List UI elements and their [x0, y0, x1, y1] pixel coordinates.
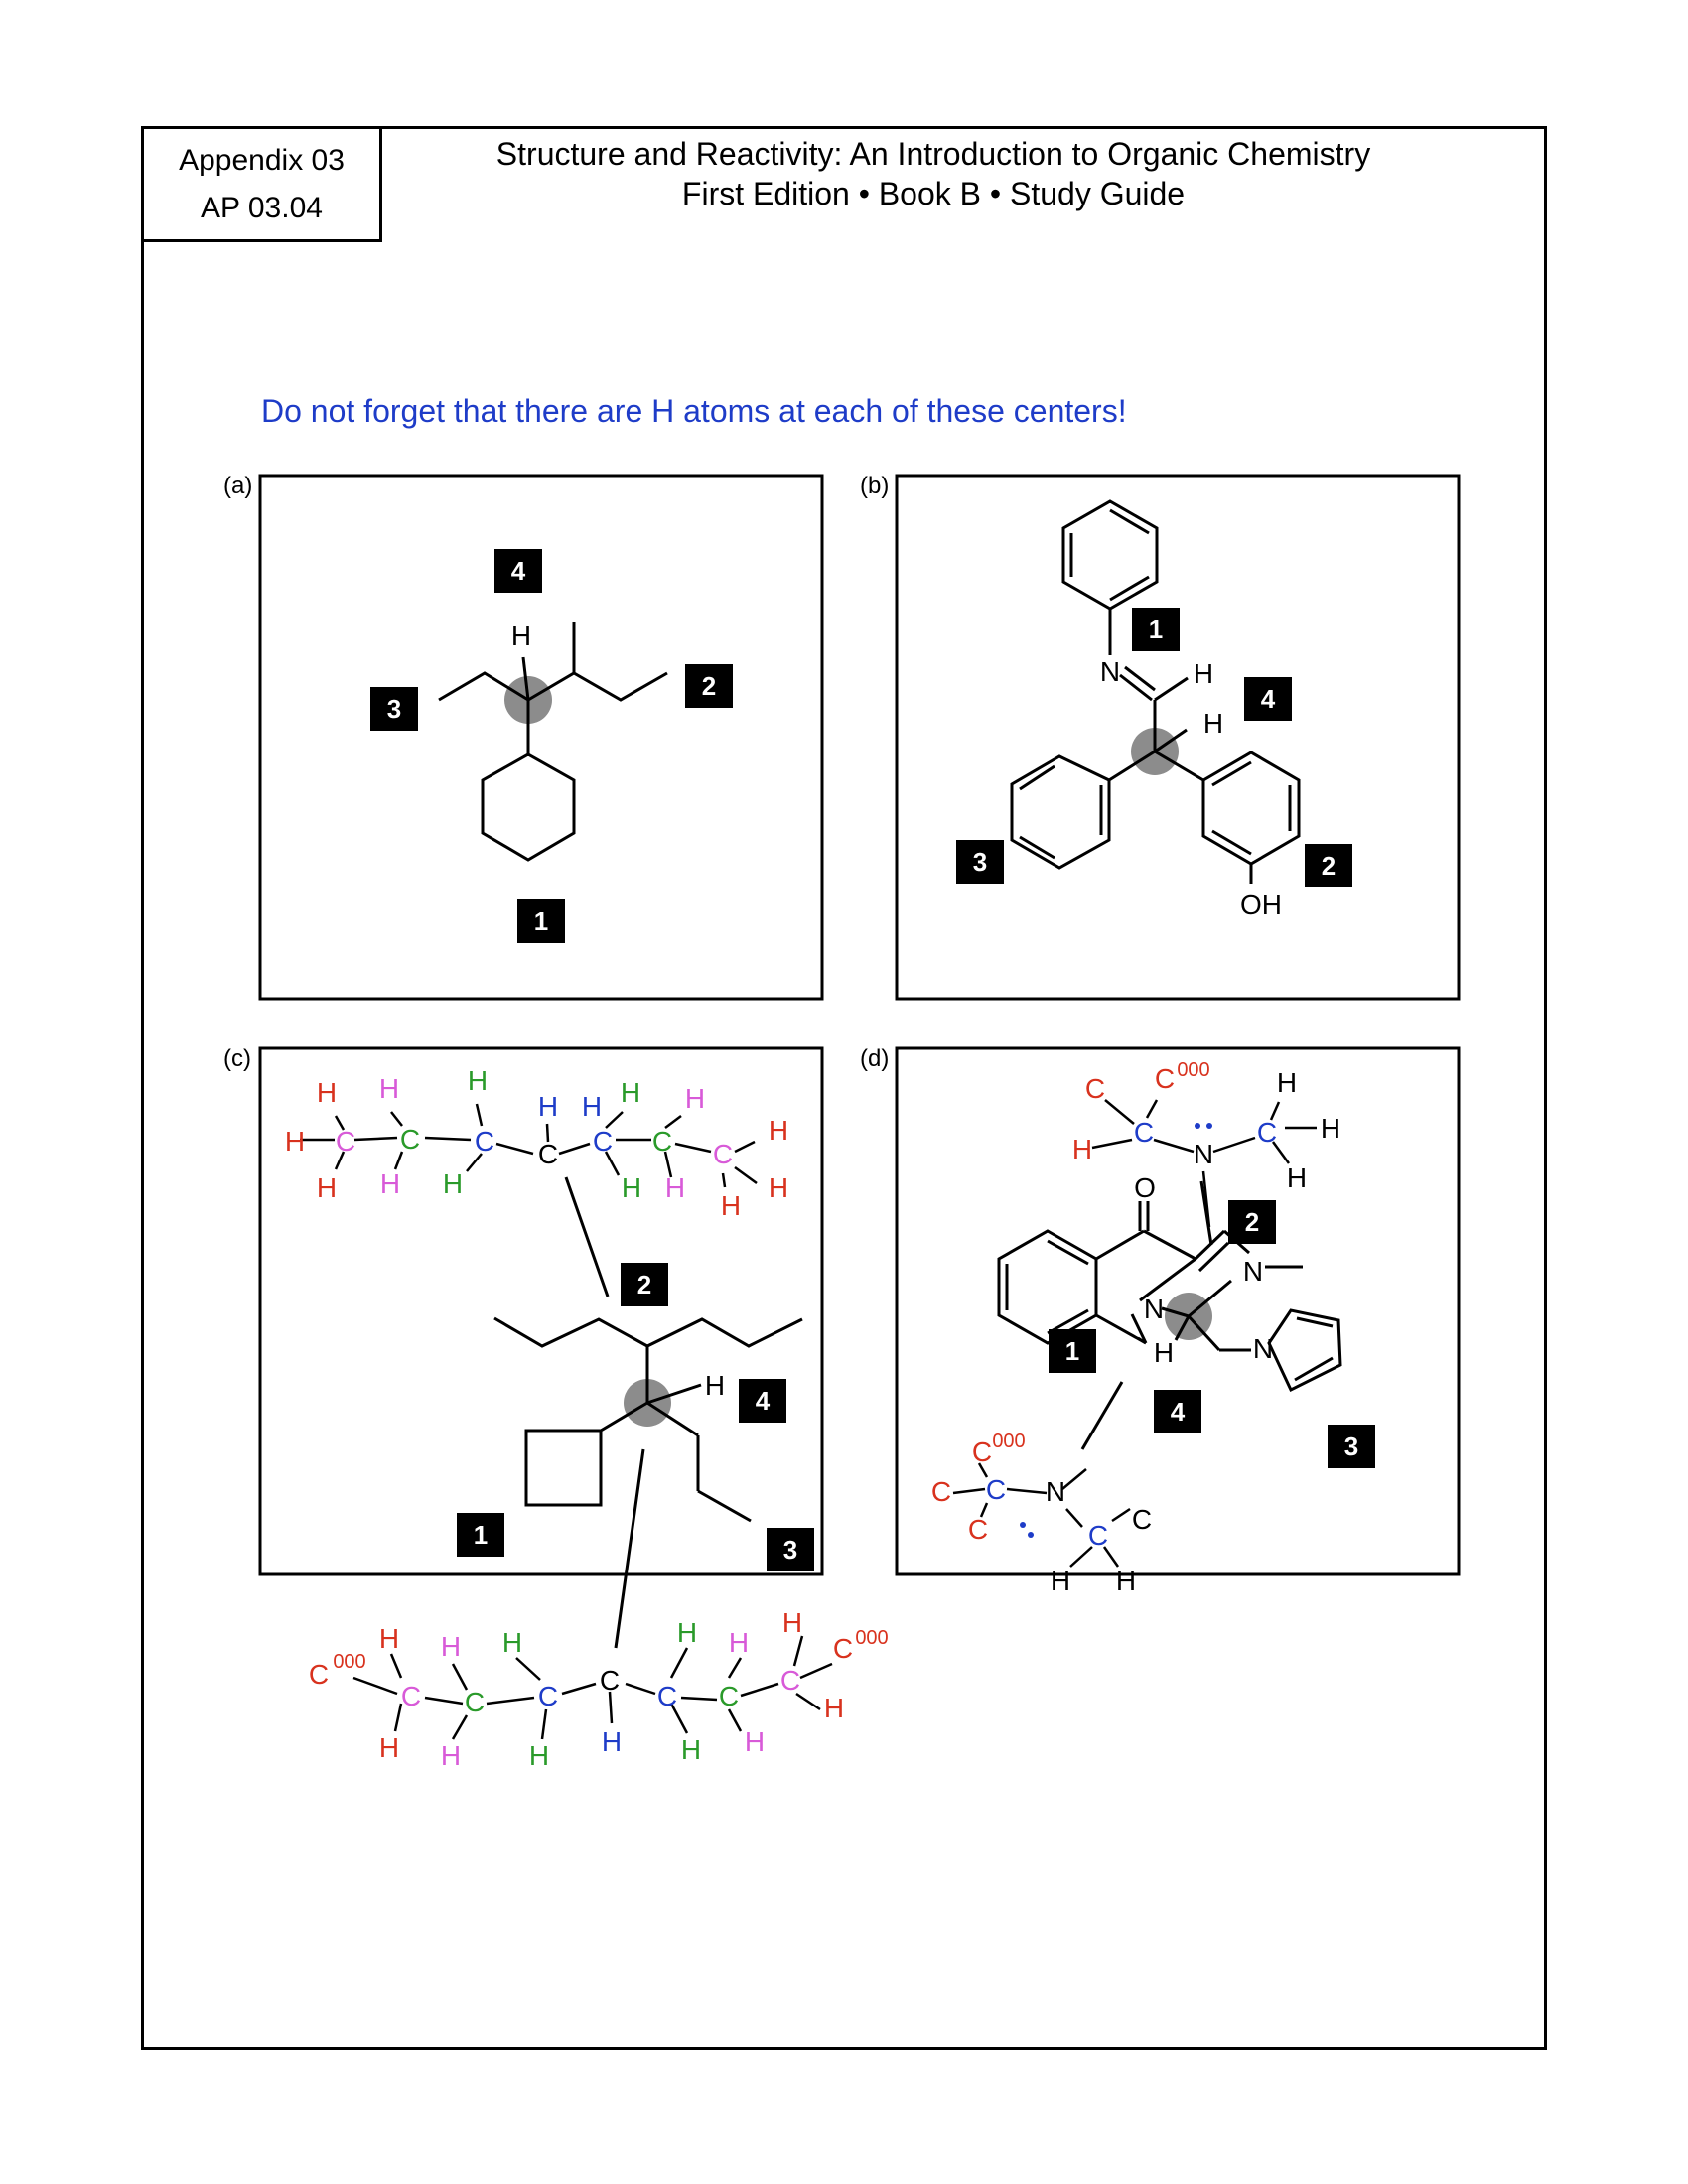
svg-text:4: 4: [1170, 1397, 1186, 1427]
c-top-h: H: [467, 1065, 489, 1096]
lone-pair-dot: [1020, 1522, 1026, 1528]
c-bottom-h: H: [744, 1726, 766, 1757]
panel-label-c: (c): [223, 1045, 251, 1072]
c-bottom-h: H: [440, 1631, 462, 1662]
svg-text:1: 1: [533, 906, 549, 936]
book-subtitle: First Edition • Book B • Study Guide: [681, 176, 1186, 211]
atom-o-d: O: [1134, 1172, 1156, 1203]
d-bottom-c2: C: [930, 1476, 952, 1507]
svg-text:2: 2: [1244, 1207, 1260, 1237]
badge-a-4: [494, 549, 542, 593]
d-top-n: N: [1193, 1139, 1214, 1169]
svg-text:2: 2: [636, 1270, 652, 1299]
c-bottom-h: H: [781, 1607, 803, 1638]
badge-b-3: [956, 840, 1004, 884]
c-top-carbon-3: C: [474, 1126, 495, 1157]
badge-d-1: [1049, 1329, 1096, 1373]
c-bottom-sub-right: C: [832, 1633, 854, 1664]
panel-label-a: (a): [223, 473, 253, 499]
c-top-h: H: [379, 1168, 401, 1199]
c-top-h: H: [664, 1172, 686, 1203]
d-bottom-sup: 000: [992, 1431, 1026, 1452]
badge-c-3: [767, 1528, 814, 1571]
d-bottom-c6: C: [1131, 1504, 1153, 1535]
badge-b-4: [1244, 677, 1292, 721]
atom-n-b: N: [1099, 656, 1121, 687]
svg-text:4: 4: [1260, 684, 1276, 714]
c-bottom-h: H: [378, 1623, 400, 1654]
atom-oh-b: OH: [1240, 889, 1282, 920]
c-bottom-carbon-7: C: [779, 1665, 801, 1696]
c-top-h: H: [537, 1091, 559, 1122]
c-top-h: H: [316, 1172, 338, 1203]
d-bottom-n: N: [1045, 1476, 1066, 1507]
c-bottom-h: H: [440, 1740, 462, 1771]
d-bottom-c1: C: [971, 1436, 993, 1467]
c-bottom-h: H: [601, 1726, 623, 1757]
c-bottom-h: H: [676, 1617, 698, 1648]
svg-text:3: 3: [386, 694, 402, 724]
c-top-h: H: [442, 1168, 464, 1199]
c-top-carbon-7: C: [712, 1139, 734, 1169]
c-top-h: H: [768, 1172, 789, 1203]
atom-h-b-imine: H: [1193, 658, 1214, 689]
c-bottom-h: H: [823, 1693, 845, 1723]
panel-label-d: (d): [860, 1045, 890, 1072]
expansion-c-bottom: [309, 1607, 889, 1771]
d-top-c4: C: [1256, 1117, 1278, 1148]
c-top-h: H: [720, 1190, 742, 1221]
badge-d-2: [1228, 1200, 1276, 1244]
c-bottom-carbon-4: C: [599, 1665, 621, 1696]
lone-pair-dot: [1206, 1123, 1212, 1129]
badge-c-4: [739, 1379, 786, 1423]
c-bottom-h: H: [680, 1734, 702, 1765]
svg-text:4: 4: [510, 556, 526, 586]
d-top-h: H: [1286, 1162, 1308, 1193]
expansion-c-top: [285, 1065, 788, 1221]
d-bottom-c3: C: [985, 1474, 1007, 1505]
c-bottom-carbon-6: C: [718, 1681, 740, 1711]
svg-text:3: 3: [972, 847, 988, 877]
c-top-h: H: [768, 1115, 789, 1146]
d-top-h: H: [1320, 1113, 1341, 1144]
badge-d-3: [1328, 1425, 1375, 1468]
atom-n-d-pyrrole: N: [1252, 1333, 1274, 1364]
d-top-h: H: [1276, 1067, 1298, 1098]
c-bottom-h: H: [378, 1732, 400, 1763]
svg-text:1: 1: [473, 1520, 489, 1550]
svg-text:1: 1: [1148, 614, 1164, 644]
badge-b-1: [1132, 608, 1180, 651]
badge-a-1: [517, 899, 565, 943]
d-top-h: H: [1071, 1134, 1093, 1164]
c-top-h: H: [284, 1126, 306, 1157]
c-bottom-h: H: [728, 1627, 750, 1658]
c-top-carbon-5: C: [592, 1126, 614, 1157]
lone-pair-dot: [1195, 1123, 1200, 1129]
c-top-carbon-6: C: [651, 1126, 673, 1157]
lone-pair-dot: [1028, 1532, 1034, 1538]
badge-d-4: [1154, 1390, 1201, 1433]
badge-c-1: [457, 1513, 504, 1557]
c-top-h: H: [620, 1077, 641, 1108]
atom-n-d-1: N: [1143, 1294, 1165, 1324]
c-top-h: H: [316, 1077, 338, 1108]
svg-text:4: 4: [755, 1386, 771, 1416]
hydrogen-note: Do not forget that there are H atoms at each of these centers!: [261, 393, 1127, 429]
c-top-carbon-4: C: [537, 1139, 559, 1169]
atom-n-d-2: N: [1242, 1256, 1264, 1287]
d-bottom-h: H: [1115, 1566, 1137, 1596]
d-bottom-h: H: [1050, 1566, 1071, 1596]
c-bottom-h: H: [528, 1740, 550, 1771]
atom-h-a: H: [510, 620, 532, 651]
d-top-c3: C: [1133, 1117, 1155, 1148]
c-top-h: H: [684, 1083, 706, 1114]
c-top-h: H: [621, 1172, 642, 1203]
panel-label-b: (b): [860, 473, 890, 499]
d-bottom-c5: C: [1087, 1520, 1109, 1551]
book-title: Structure and Reactivity: An Introduction to Organic Chemistry: [495, 136, 1371, 172]
d-top-c1: C: [1084, 1073, 1106, 1104]
d-top-c2: C: [1154, 1063, 1176, 1094]
d-bottom-c4: C: [967, 1514, 989, 1545]
d-top-sup: 000: [1177, 1059, 1210, 1081]
c-top-h: H: [581, 1091, 603, 1122]
badge-b-2: [1305, 844, 1352, 887]
svg-text:1: 1: [1064, 1336, 1080, 1366]
appendix-code: AP 03.04: [201, 191, 323, 224]
c-bottom-carbon-2: C: [464, 1687, 486, 1717]
svg-text:3: 3: [782, 1535, 798, 1565]
c-bottom-carbon-5: C: [656, 1681, 678, 1711]
c-bottom-sub-left-sup: 000: [333, 1651, 366, 1673]
badge-a-2: [685, 664, 733, 708]
panel-a-structure: [439, 622, 667, 860]
c-bottom-h: H: [501, 1627, 523, 1658]
badge-a-3: [370, 687, 418, 731]
c-bottom-carbon-3: C: [537, 1681, 559, 1711]
atom-h-b-center: H: [1202, 708, 1224, 739]
svg-text:3: 3: [1343, 1432, 1359, 1461]
c-top-h: H: [378, 1073, 400, 1104]
svg-text:2: 2: [701, 671, 717, 701]
appendix-title: Appendix 03: [179, 143, 345, 177]
badge-c-2: [621, 1263, 668, 1306]
c-top-carbon-1: C: [335, 1126, 356, 1157]
svg-text:2: 2: [1321, 851, 1336, 881]
expansion-d-bottom: [931, 1431, 1152, 1596]
atom-h-c: H: [704, 1370, 726, 1401]
c-bottom-sub-left: C: [308, 1659, 330, 1690]
c-bottom-sub-right-sup: 000: [855, 1627, 889, 1649]
c-bottom-carbon-1: C: [400, 1681, 422, 1711]
atom-h-d: H: [1153, 1337, 1175, 1368]
expansion-d-top: [1072, 1059, 1340, 1227]
c-top-carbon-2: C: [399, 1124, 421, 1155]
